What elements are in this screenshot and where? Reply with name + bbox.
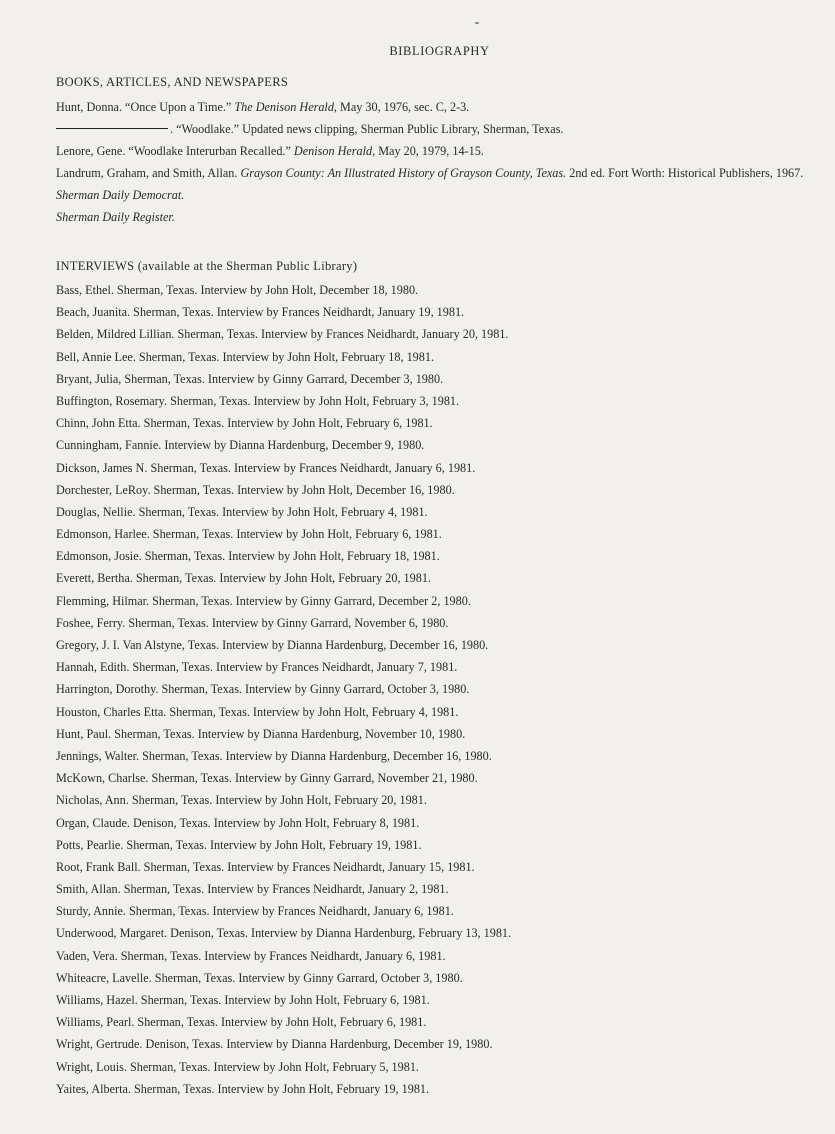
- interview-entry: Hannah, Edith. Sherman, Texas. Interview by Frances Neidhardt, January 7, 1981.: [56, 660, 458, 675]
- book-entry: [56, 210, 826, 224]
- interview-entry: Underwood, Margaret. Denison, Texas. Interview by Dianna Hardenburg, February 13, 1981.: [56, 926, 512, 941]
- entry-text: Lenore, Gene. “Woodlake Interurban Recalled.”: [56, 144, 294, 158]
- book-entry: [56, 188, 826, 202]
- entry-italic-title: Sherman Daily Register.: [56, 210, 175, 224]
- book-entry: [56, 122, 826, 136]
- interview-entry: Flemming, Hilmar. Sherman, Texas. Interview by Ginny Garrard, December 2, 1980.: [56, 593, 471, 608]
- entry-text: , May 20, 1979, 14-15.: [372, 144, 484, 158]
- interview-entry: Beach, Juanita. Sherman, Texas. Interview by Frances Neidhardt, January 19, 1981.: [56, 305, 465, 320]
- interview-entry: Hunt, Paul. Sherman, Texas. Interview by Dianna Hardenburg, November 10, 1980.: [56, 726, 466, 741]
- entry-italic-title: Grayson County: An Illustrated History of Grayson County, Texas.: [240, 166, 567, 180]
- interview-entry: Buffington, Rosemary. Sherman, Texas. Interview by John Holt, February 3, 1981.: [56, 393, 460, 408]
- page-title: BIBLIOGRAPHY: [389, 44, 490, 58]
- interview-entry: Williams, Hazel. Sherman, Texas. Interview by John Holt, February 6, 1981.: [56, 993, 430, 1007]
- paper-speck: [475, 22, 479, 24]
- interview-entry: McKown, Charlse. Sherman, Texas. Interview by Ginny Garrard, November 21, 1980.: [56, 771, 478, 786]
- interview-entry: Cunningham, Fannie. Interview by Dianna Hardenburg, December 9, 1980.: [56, 438, 425, 453]
- entry-text: Landrum, Graham, and Smith, Allan.: [56, 166, 241, 180]
- interview-entry: Edmonson, Josie. Sherman, Texas. Interview by John Holt, February 18, 1981.: [56, 549, 440, 564]
- interview-entry: Whiteacre, Lavelle. Sherman, Texas. Interview by Ginny Garrard, October 3, 1980.: [56, 970, 463, 985]
- entry-text: , May 30, 1976, sec. C, 2-3.: [333, 100, 470, 114]
- entry-italic-title: Sherman Daily Democrat.: [56, 188, 185, 202]
- interview-entry: Yaites, Alberta. Sherman, Texas. Interview by John Holt, February 19, 1981.: [56, 1081, 430, 1096]
- interview-entry: Potts, Pearlie. Sherman, Texas. Interview by John Holt, February 19, 1981.: [56, 837, 422, 852]
- interview-entry: Everett, Bertha. Sherman, Texas. Interview by John Holt, February 20, 1981.: [56, 571, 431, 586]
- interview-entry: Douglas, Nellie. Sherman, Texas. Interview by John Holt, February 4, 1981.: [56, 504, 428, 519]
- interview-entry: Houston, Charles Etta. Sherman, Texas. Interview by John Holt, February 4, 1981.: [56, 704, 459, 719]
- interview-entry: Bryant, Julia, Sherman, Texas. Interview by Ginny Garrard, December 3, 1980.: [56, 371, 444, 386]
- entry-text: . “Woodlake.” Updated news clipping, Sherman Public Library, Sherman, Texas.: [170, 122, 564, 136]
- entry-text: 2nd ed. Fort Worth: Historical Publishers, 1967.: [566, 166, 804, 180]
- interview-entry: Harrington, Dorothy. Sherman, Texas. Interview by Ginny Garrard, October 3, 1980.: [56, 682, 470, 697]
- entry-italic-title: Denison Herald: [293, 144, 373, 158]
- interview-entry: Smith, Allan. Sherman, Texas. Interview by Frances Neidhardt, January 2, 1981.: [56, 882, 449, 897]
- interview-entry: Jennings, Walter. Sherman, Texas. Interview by Dianna Hardenburg, December 16, 1980.: [56, 748, 492, 763]
- book-entry: [56, 144, 826, 158]
- ditto-rule: [56, 128, 168, 129]
- interview-entry: Bell, Annie Lee. Sherman, Texas. Interview by John Holt, February 18, 1981.: [56, 349, 435, 364]
- interview-entry: Vaden, Vera. Sherman, Texas. Interview by Frances Neidhardt, January 6, 1981.: [56, 948, 446, 963]
- interview-entry: Williams, Pearl. Sherman, Texas. Interview by John Holt, February 6, 1981.: [56, 1015, 427, 1030]
- interview-entry: Nicholas, Ann. Sherman, Texas. Interview by John Holt, February 20, 1981.: [56, 793, 427, 808]
- interview-entry: Gregory, J. I. Van Alstyne, Texas. Interview by Dianna Hardenburg, December 16, 1980.: [56, 638, 489, 652]
- interview-entry: Belden, Mildred Lillian. Sherman, Texas. Interview by Frances Neidhardt, January 20, 1981.: [56, 327, 509, 342]
- interview-entry: Dickson, James N. Sherman, Texas. Interview by Frances Neidhardt, January 6, 1981.: [56, 460, 476, 475]
- interview-entry: Wright, Louis. Sherman, Texas. Interview by John Holt, February 5, 1981.: [56, 1059, 419, 1074]
- interview-entry: Chinn, John Etta. Sherman, Texas. Interview by John Holt, February 6, 1981.: [56, 416, 433, 431]
- interview-entry: Root, Frank Ball. Sherman, Texas. Interview by Frances Neidhardt, January 15, 1981.: [56, 859, 475, 874]
- entry-text: Hunt, Donna. “Once Upon a Time.”: [56, 100, 235, 114]
- interview-entry: Organ, Claude. Denison, Texas. Interview by John Holt, February 8, 1981.: [56, 815, 420, 830]
- book-entry: [56, 100, 826, 114]
- books-list: [56, 100, 826, 232]
- interviews-list: [56, 279, 826, 1100]
- interview-entry: Wright, Gertrude. Denison, Texas. Interview by Dianna Hardenburg, December 19, 1980.: [56, 1037, 493, 1052]
- entry-italic-title: The Denison Herald: [234, 100, 334, 114]
- books-section-heading: BOOKS, ARTICLES, AND NEWSPAPERS: [56, 75, 289, 89]
- interview-entry: Bass, Ethel. Sherman, Texas. Interview by John Holt, December 18, 1980.: [56, 283, 419, 297]
- interview-entry: Sturdy, Annie. Sherman, Texas. Interview by Frances Neidhardt, January 6, 1981.: [56, 904, 454, 919]
- book-entry: [56, 166, 826, 180]
- interviews-section-heading: INTERVIEWS (available at the Sherman Public Library): [56, 259, 358, 273]
- interview-entry: Dorchester, LeRoy. Sherman, Texas. Interview by John Holt, December 16, 1980.: [56, 482, 455, 497]
- interview-entry: Edmonson, Harlee. Sherman, Texas. Interview by John Holt, February 6, 1981.: [56, 527, 442, 542]
- interview-entry: Foshee, Ferry. Sherman, Texas. Interview by Ginny Garrard, November 6, 1980.: [56, 615, 449, 630]
